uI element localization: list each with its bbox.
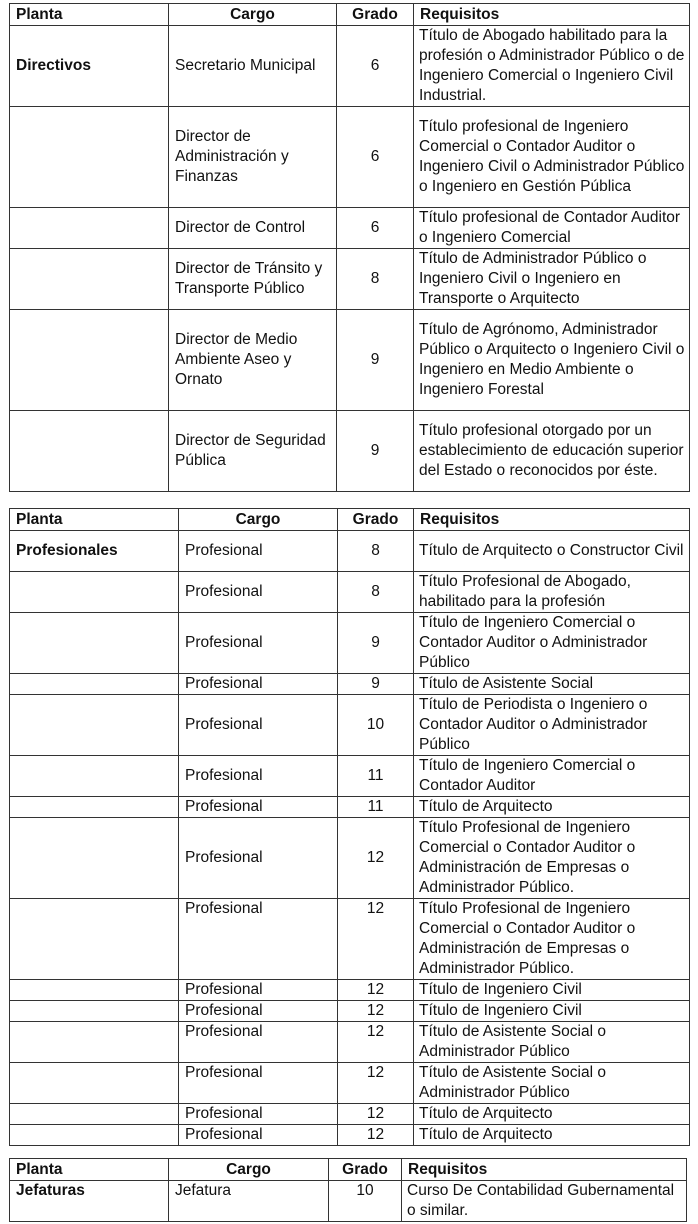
planta-cell <box>10 411 169 492</box>
cargo-cell: Profesional <box>179 818 338 899</box>
header-requisitos: Requisitos <box>414 4 690 26</box>
table-row <box>10 1022 690 1063</box>
requisitos-cell: Título de Ingeniero Comercial o Contador Auditor <box>414 756 690 797</box>
header-planta: Planta <box>10 4 169 26</box>
cargo-cell: Profesional <box>179 1063 338 1104</box>
requisitos-cell: Título de Arquitecto <box>414 797 690 818</box>
table-row <box>10 1063 690 1104</box>
planta-cell <box>10 980 179 1001</box>
header-row <box>10 509 690 531</box>
header-requisitos: Requisitos <box>402 1159 687 1181</box>
cargo-cell: Profesional <box>179 756 338 797</box>
planta-cell <box>10 899 179 980</box>
cargo-cell: Director de Control <box>169 208 337 249</box>
grado-cell: 8 <box>337 249 414 310</box>
planta-cell <box>10 208 169 249</box>
header-row <box>10 4 690 26</box>
requisitos-cell: Título de Arquitecto <box>414 1104 690 1125</box>
table-row <box>10 310 690 411</box>
profesionales-table <box>9 508 690 1146</box>
header-cargo: Cargo <box>169 1159 329 1181</box>
cargo-cell: Profesional <box>179 1001 338 1022</box>
header-row <box>10 1159 687 1181</box>
planta-cell <box>10 572 179 613</box>
header-grado: Grado <box>338 509 414 531</box>
grado-cell: 9 <box>337 411 414 492</box>
cargo-cell: Secretario Municipal <box>169 26 337 107</box>
planta-cell <box>10 613 179 674</box>
cargo-cell: Profesional <box>179 980 338 1001</box>
requisitos-cell: Título de Asistente Social <box>414 674 690 695</box>
requisitos-cell: Título Profesional de Abogado, habilitado para la profesión <box>414 572 690 613</box>
header-requisitos: Requisitos <box>414 509 690 531</box>
header-cargo: Cargo <box>169 4 337 26</box>
planta-cell <box>10 818 179 899</box>
planta-cell <box>10 1022 179 1063</box>
table-row <box>10 980 690 1001</box>
planta-cell <box>10 310 169 411</box>
cargo-cell: Profesional <box>179 695 338 756</box>
grado-cell: 9 <box>337 310 414 411</box>
requisitos-cell: Título de Ingeniero Comercial o Contador Auditor o Administrador Público <box>414 613 690 674</box>
requisitos-cell: Título de Ingeniero Civil <box>414 980 690 1001</box>
cargo-cell: Profesional <box>179 1125 338 1146</box>
header-grado: Grado <box>329 1159 402 1181</box>
table-row <box>10 695 690 756</box>
requisitos-cell: Título de Ingeniero Civil <box>414 1001 690 1022</box>
grado-cell: 12 <box>338 1104 414 1125</box>
grado-cell: 8 <box>338 572 414 613</box>
planta-cell <box>10 756 179 797</box>
requisitos-cell: Título Profesional de Ingeniero Comercial o Contador Auditor o Administración de Empresas o Administrador Público. <box>414 899 690 980</box>
table-row <box>10 1104 690 1125</box>
requisitos-cell: Título Profesional de Ingeniero Comercial o Contador Auditor o Administración de Empresas o Administrador Público. <box>414 818 690 899</box>
grado-cell: 12 <box>338 1001 414 1022</box>
requisitos-cell: Título profesional de Contador Auditor o Ingeniero Comercial <box>414 208 690 249</box>
requisitos-cell: Título de Arquitecto o Constructor Civil <box>414 531 690 572</box>
requisitos-cell: Título de Abogado habilitado para la profesión o Administrador Público o de Ingeniero Comercial o Ingeniero Civil Industrial. <box>414 26 690 107</box>
grado-cell: 11 <box>338 756 414 797</box>
planta-cell <box>10 1125 179 1146</box>
cargo-cell: Director de Medio Ambiente Aseo y Ornato <box>169 310 337 411</box>
requisitos-cell: Título de Arquitecto <box>414 1125 690 1146</box>
cargo-cell: Director de Administración y Finanzas <box>169 107 337 208</box>
cargo-cell: Profesional <box>179 1104 338 1125</box>
grado-cell: 12 <box>338 1022 414 1063</box>
requisitos-cell: Título profesional otorgado por un establecimiento de educación superior del Estado o reconocidos por éste. <box>414 411 690 492</box>
grado-cell: 9 <box>338 674 414 695</box>
table-row <box>10 411 690 492</box>
planta-cell: Profesionales <box>10 531 179 572</box>
planta-cell <box>10 1104 179 1125</box>
cargo-cell: Profesional <box>179 1022 338 1063</box>
jefaturas-table <box>9 1158 687 1222</box>
cargo-cell: Profesional <box>179 613 338 674</box>
requisitos-cell: Curso De Contabilidad Gubernamental o similar. <box>402 1181 687 1222</box>
grado-cell: 6 <box>337 107 414 208</box>
grado-cell: 10 <box>338 695 414 756</box>
requisitos-cell: Título de Administrador Público o Ingeniero Civil o Ingeniero en Transporte o Arquitecto <box>414 249 690 310</box>
requisitos-cell: Título de Periodista o Ingeniero o Contador Auditor o Administrador Público <box>414 695 690 756</box>
grado-cell: 9 <box>338 613 414 674</box>
directivos-table <box>9 3 690 492</box>
planta-cell <box>10 674 179 695</box>
planta-cell <box>10 249 169 310</box>
cargo-cell: Profesional <box>179 674 338 695</box>
requisitos-cell: Título de Agrónomo, Administrador Público o Arquitecto o Ingeniero Civil o Ingeniero en Medio Ambiente o Ingeniero Forestal <box>414 310 690 411</box>
requisitos-cell: Título de Asistente Social o Administrador Público <box>414 1022 690 1063</box>
table-row <box>10 674 690 695</box>
cargo-cell: Profesional <box>179 531 338 572</box>
table-row <box>10 756 690 797</box>
grado-cell: 12 <box>338 818 414 899</box>
planta-cell <box>10 107 169 208</box>
grado-cell: 12 <box>338 1063 414 1104</box>
planta-cell <box>10 1063 179 1104</box>
cargo-cell: Profesional <box>179 572 338 613</box>
table-row <box>10 1001 690 1022</box>
header-grado: Grado <box>337 4 414 26</box>
header-planta: Planta <box>10 1159 169 1181</box>
cargo-cell: Profesional <box>179 899 338 980</box>
grado-cell: 12 <box>338 980 414 1001</box>
grado-cell: 12 <box>338 899 414 980</box>
table-row <box>10 1181 687 1222</box>
table-row <box>10 26 690 107</box>
planta-cell: Directivos <box>10 26 169 107</box>
table-row <box>10 797 690 818</box>
grado-cell: 11 <box>338 797 414 818</box>
planta-cell: Jefaturas <box>10 1181 169 1222</box>
table-row <box>10 531 690 572</box>
planta-cell <box>10 1001 179 1022</box>
cargo-cell: Jefatura <box>169 1181 329 1222</box>
table-row <box>10 818 690 899</box>
cargo-cell: Director de Seguridad Pública <box>169 411 337 492</box>
table-row <box>10 249 690 310</box>
planta-cell <box>10 695 179 756</box>
grado-cell: 6 <box>337 26 414 107</box>
table-row <box>10 572 690 613</box>
cargo-cell: Profesional <box>179 797 338 818</box>
grado-cell: 12 <box>338 1125 414 1146</box>
table-row <box>10 899 690 980</box>
grado-cell: 10 <box>329 1181 402 1222</box>
table-row <box>10 208 690 249</box>
cargo-cell: Director de Tránsito y Transporte Público <box>169 249 337 310</box>
table-row <box>10 1125 690 1146</box>
header-cargo: Cargo <box>179 509 338 531</box>
table-row <box>10 107 690 208</box>
requisitos-cell: Título de Asistente Social o Administrador Público <box>414 1063 690 1104</box>
table-row <box>10 613 690 674</box>
planta-cell <box>10 797 179 818</box>
requisitos-cell: Título profesional de Ingeniero Comercial o Contador Auditor o Ingeniero Civil o Administrador Público o Ingeniero en Gestión Pública <box>414 107 690 208</box>
grado-cell: 6 <box>337 208 414 249</box>
grado-cell: 8 <box>338 531 414 572</box>
header-planta: Planta <box>10 509 179 531</box>
